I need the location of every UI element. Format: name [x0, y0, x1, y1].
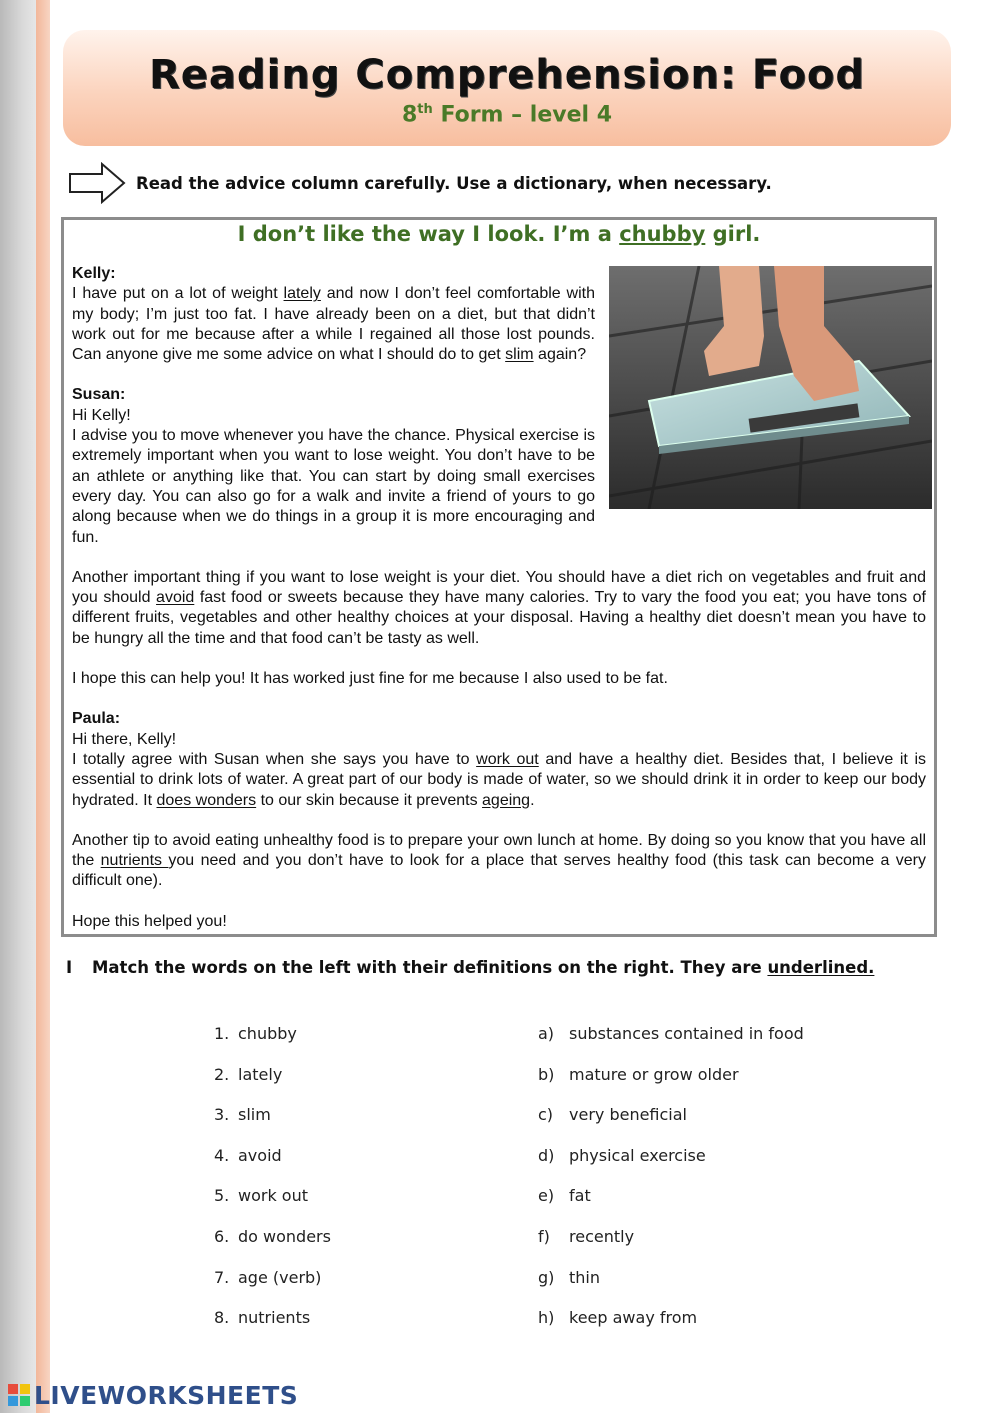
word-item: [214, 1024, 331, 1065]
word-item: [214, 1186, 331, 1227]
logo-text: LIVEWORKSHEETS: [34, 1380, 299, 1410]
definition-item: [538, 1065, 804, 1106]
paula-p2-text-1: Another tip to avoid eating unhealthy food is to prepare your own lunch at home. By doing so you know that you have all the: [72, 831, 926, 870]
exercise-heading-text: Match the words on the left with their definitions on the right. They are: [92, 958, 768, 977]
exercise-number: I: [66, 958, 73, 977]
susan-p2-text-1: Another important thing if you want to lose weight is your diet. You should have a diet rich on vegetables and fruit and you should: [72, 568, 926, 607]
definition-text: physical exercise: [569, 1145, 706, 1165]
subtitle-number: 8: [401, 102, 418, 128]
instruction-line: [68, 162, 928, 204]
paula-p1-text-4: .: [530, 791, 535, 809]
subtitle-ordinal: th: [417, 102, 433, 117]
word-number: 6.: [214, 1226, 230, 1246]
kelly-text-2: and now I don’t feel comfortable with my body; I’m just too fat. I have already been on a diet, but that didn’t work out for me because after a while I regained all those lost pounds. Can anyone give me some advice on what I should do to get: [72, 285, 595, 364]
word-text: nutrients: [238, 1308, 311, 1328]
word-text: slim: [238, 1105, 271, 1125]
paula-p1-text-3: to our skin because it prevents: [256, 791, 483, 809]
feet-on-scale-image: [609, 266, 932, 509]
word-text: avoid: [238, 1145, 282, 1165]
paula-p1-text-2: and have a healthy diet. Besides that, I believe it is essential to drink lots of water. A great part of our body is made of water, so we should drink it in order to keep our body hydrated. It: [72, 750, 927, 809]
definition-text: recently: [569, 1226, 635, 1246]
paula-paragraph-1: [72, 750, 926, 811]
definition-letter: d): [538, 1145, 555, 1165]
vocab-does-wonders: does wonders: [156, 791, 257, 809]
definition-text: fat: [569, 1186, 591, 1206]
definition-text: mature or grow older: [569, 1064, 739, 1084]
definition-letter: e): [538, 1186, 555, 1206]
word-number: 3.: [214, 1105, 230, 1125]
word-item: [214, 1227, 331, 1268]
vocab-ageing: ageing: [482, 791, 531, 809]
vocab-slim: slim: [505, 346, 534, 364]
word-number: 2.: [214, 1064, 230, 1084]
definition-letter: c): [538, 1105, 554, 1125]
page-title: Reading Comprehension: Food: [148, 52, 866, 98]
kelly-text-1: I have put on a lot of weight: [72, 285, 284, 303]
speaker-paula: Paula:: [72, 710, 121, 728]
definition-item: [538, 1105, 804, 1146]
arrow-right-icon: [68, 162, 126, 204]
word-item: [214, 1146, 331, 1187]
word-item: [214, 1268, 331, 1309]
paula-p2-text-2: you need and you don’t have to look for a place that serves healthy food (this task can become a very difficult one).: [72, 852, 927, 890]
word-item: [214, 1308, 331, 1349]
kelly-text-3: again?: [533, 346, 587, 364]
liveworksheets-logo-icon: [8, 1384, 30, 1406]
definition-list: [538, 1024, 804, 1349]
word-number: 1.: [214, 1024, 230, 1043]
definition-letter: a): [538, 1024, 555, 1043]
article-title-start: I don’t like the way I look. I’m a: [237, 222, 620, 246]
page-subtitle: [63, 102, 951, 127]
definition-letter: h): [538, 1308, 555, 1328]
article-title-keyword: chubby: [619, 222, 706, 246]
word-list: [214, 1024, 331, 1349]
susan-p2-text-2: fast food or sweets because they have many calories. Try to vary the food you eat; you have tons of different fruits, vegetables and other healthy choices at your disposal. Having a healthy diet doesn’t mean you have to be hungry all the time and that food can’t be tasty as well.: [72, 589, 926, 647]
subtitle-rest: Form – level 4: [432, 102, 613, 128]
scale-photo: [609, 266, 932, 509]
advice-column: [61, 217, 937, 937]
word-text: lately: [238, 1064, 283, 1084]
definition-text: thin: [569, 1267, 600, 1287]
definition-letter: b): [538, 1064, 555, 1084]
definition-item: [538, 1024, 804, 1065]
definition-text: substances contained in food: [569, 1024, 804, 1043]
definition-item: [538, 1186, 804, 1227]
word-number: 5.: [214, 1186, 230, 1206]
paula-p1-text-1: I totally agree with Susan when she says you have to: [72, 750, 477, 768]
paula-greeting: Hi there, Kelly!: [72, 730, 177, 748]
article-title: [72, 224, 926, 264]
instruction-text: Read the advice column carefully. Use a dictionary, when necessary.: [136, 173, 772, 193]
exercise-heading: [66, 958, 946, 977]
article-title-end: girl.: [705, 222, 761, 246]
word-text: age (verb): [238, 1267, 322, 1287]
word-text: chubby: [238, 1024, 297, 1043]
liveworksheets-logo[interactable]: [8, 1380, 298, 1410]
word-number: 4.: [214, 1145, 230, 1165]
vocab-avoid: avoid: [156, 589, 195, 607]
left-edge-pink-strip: [36, 0, 50, 1413]
left-edge-gray-strip: [0, 0, 36, 1413]
word-number: 8.: [214, 1308, 230, 1328]
word-text: work out: [238, 1186, 309, 1206]
speaker-kelly: Kelly:: [72, 265, 116, 282]
vocab-work-out: work out: [476, 750, 539, 768]
definition-item: [538, 1146, 804, 1187]
susan-greeting: Hi Kelly!: [72, 406, 131, 424]
vocab-nutrients: nutrients: [100, 852, 169, 870]
susan-paragraph-3: I hope this can help you! It has worked just fine for me because I also used to be fat.: [72, 670, 668, 688]
definition-letter: f): [538, 1226, 550, 1246]
definition-text: very beneficial: [569, 1105, 687, 1125]
susan-paragraph-2: [72, 568, 926, 649]
title-banner: [63, 30, 951, 146]
word-item: [214, 1105, 331, 1146]
vocab-lately: lately: [283, 285, 321, 303]
word-number: 7.: [214, 1267, 230, 1287]
paula-closing: Hope this helped you!: [72, 912, 227, 930]
paula-paragraph-2: [72, 831, 926, 892]
definition-letter: g): [538, 1267, 555, 1287]
word-item: [214, 1065, 331, 1106]
exercise-heading-underlined: underlined.: [767, 958, 875, 977]
word-text: do wonders: [238, 1226, 331, 1246]
speaker-susan: Susan:: [72, 386, 126, 404]
definition-text: keep away from: [569, 1308, 698, 1328]
definition-item: [538, 1227, 804, 1268]
definition-item: [538, 1308, 804, 1349]
susan-paragraph-1: I advise you to move whenever you have the chance. Physical exercise is extremely important when you want to lose weight. You don’t have to be an athlete or anything like that. You can start by doing small exercises every day. You can also go for a walk and invite a friend of yours to go along because when we do things in a group it is more encouraging and fun.: [72, 427, 595, 546]
definition-item: [538, 1268, 804, 1309]
